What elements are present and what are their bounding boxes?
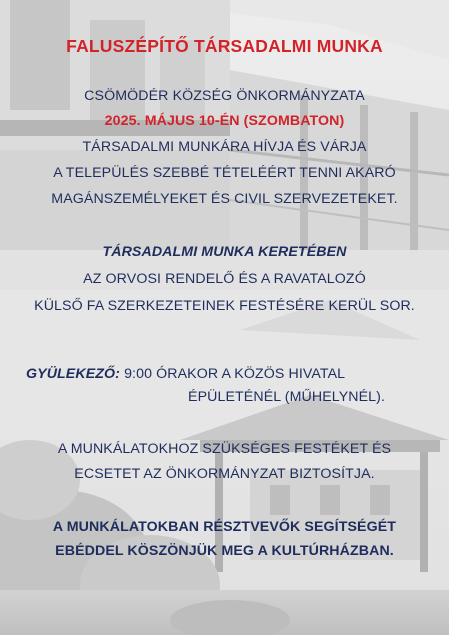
intro-line-invite: TÁRSADALMI MUNKÁRA HÍVJA ÉS VÁRJA (82, 139, 367, 155)
supplies-line-1: A MUNKÁLATOKHOZ SZÜKSÉGES FESTÉKET ÉS (57, 441, 392, 457)
meeting-label: GYÜLEKEZŐ: (26, 366, 121, 382)
intro-date: 2025. MÁJUS 10-ÉN (SZOMBATON) (104, 113, 345, 129)
intro-line-audience: MAGÁNSZEMÉLYEKET ÉS CIVIL SZERVEZETEKET. (51, 191, 398, 207)
scope-line-buildings: AZ ORVOSI RENDELŐ ÉS A RAVATALOZÓ (83, 271, 366, 287)
intro-line-organizer: CSÖMÖDÉR KÖZSÉG ÖNKORMÁNYZATA (84, 88, 365, 104)
scope-heading: TÁRSADALMI MUNKA KERETÉBEN (102, 244, 347, 260)
meeting-time: 9:00 ÓRAKOR A KÖZÖS HIVATAL (124, 366, 346, 382)
intro-line-purpose: A TELEPÜLÉS SZEBBÉ TÉTELÉÉRT TENNI AKARÓ (53, 165, 396, 181)
page-title: FALUSZÉPÍTŐ TÁRSADALMI MUNKA (66, 36, 383, 56)
thanks-line-1: A MUNKÁLATOKBAN RÉSZTVEVŐK SEGÍTSÉGÉT (52, 519, 397, 535)
scope-line-task: KÜLSŐ FA SZERKEZETEINEK FESTÉSÉRE KERÜL SOR. (34, 298, 415, 314)
thanks-line-2: EBÉDDEL KÖSZÖNJÜK MEG A KULTÚRHÁZBAN. (55, 543, 394, 559)
supplies-line-2: ECSETET AZ ÖNKORMÁNYZAT BIZTOSÍTJA. (74, 466, 375, 482)
meeting-line (26, 366, 345, 382)
meeting-place: ÉPÜLETÉNÉL (MŰHELYNÉL). (188, 389, 386, 405)
